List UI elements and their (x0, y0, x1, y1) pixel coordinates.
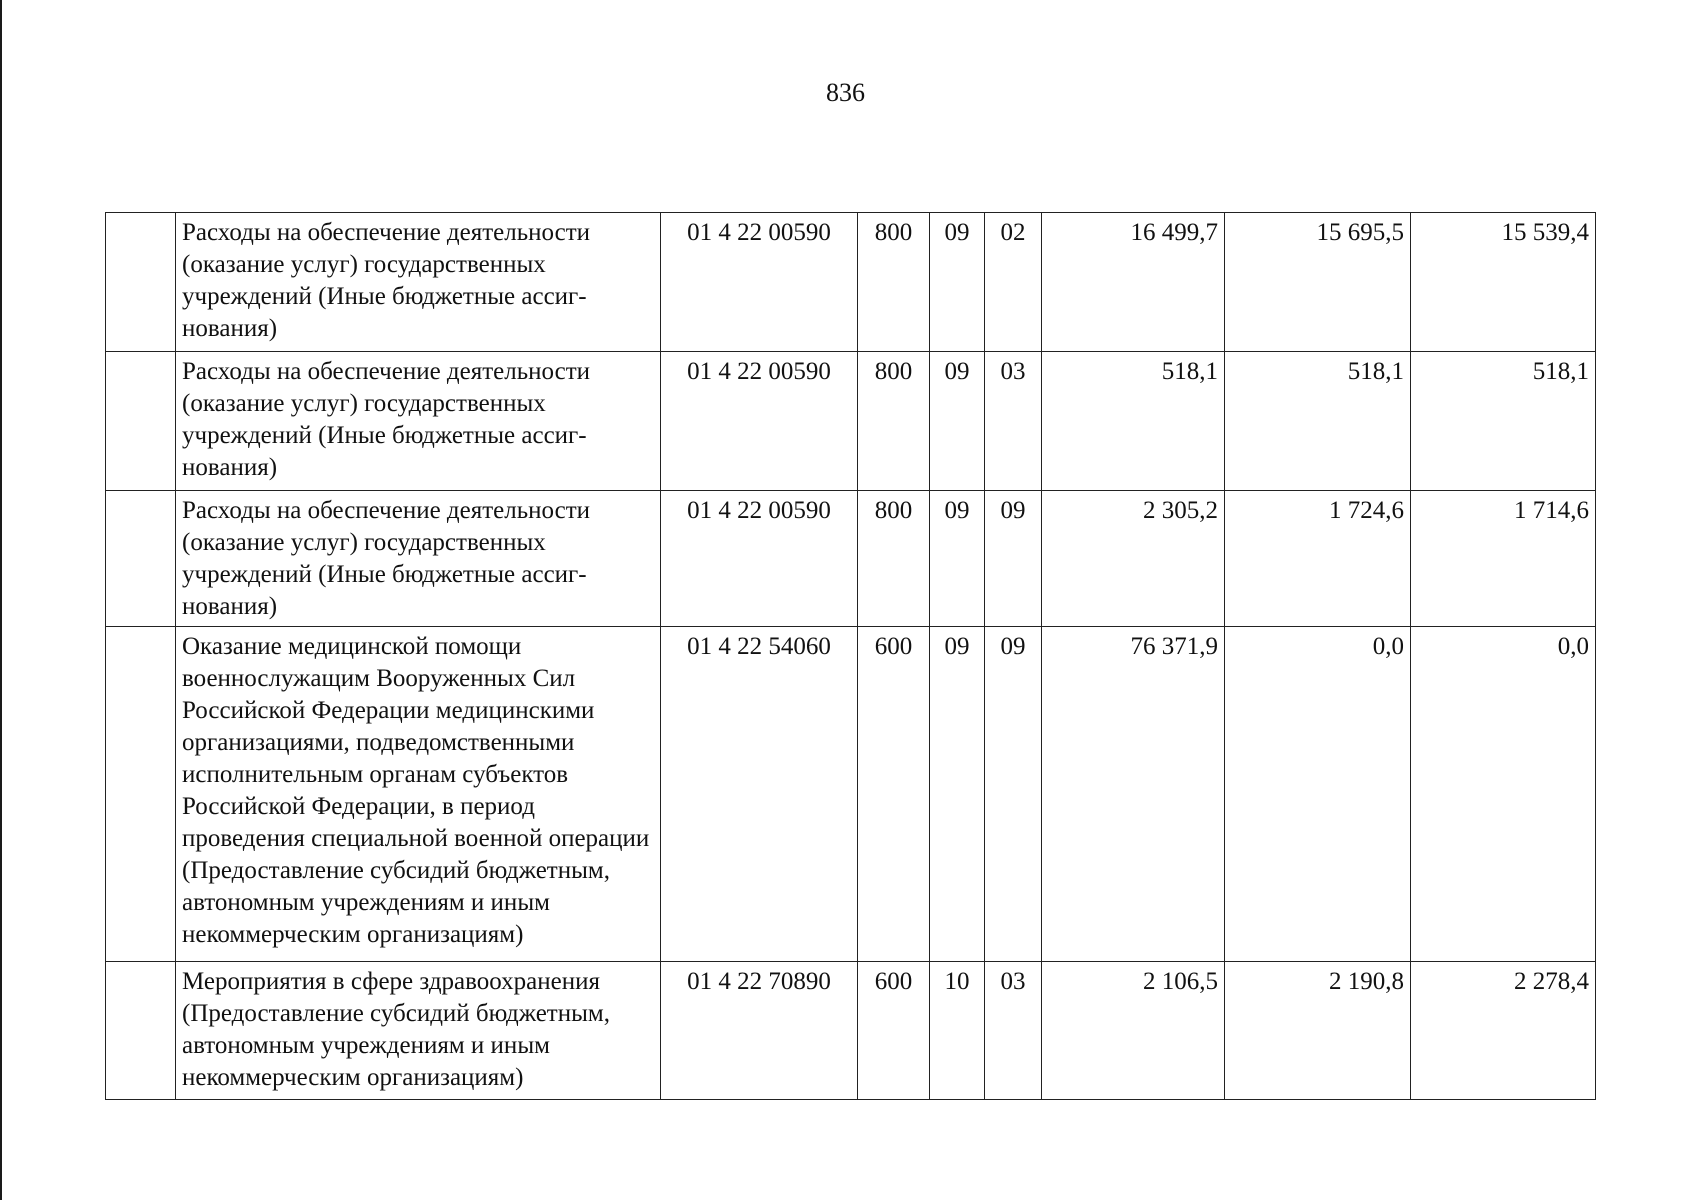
expense-name-cell: Оказание медицинской помощи военнослужащим Вооруженных Сил Российской Федерации медицинскими организациями, подведомственными исполнительным органам субъектов Российской Федерации, в период проведения специальной военной операции (Предоставление субсидий бюджетным, автономным учреждениям и иным некоммерческим организациям) (176, 627, 661, 962)
row-index-cell (106, 352, 176, 491)
amount-year-2-cell: 2 190,8 (1225, 962, 1411, 1100)
section-cell: 09 (930, 627, 985, 962)
target-code-cell: 01 4 22 00590 (661, 352, 858, 491)
target-code-cell: 01 4 22 00590 (661, 213, 858, 352)
expense-name-cell: Расходы на обеспечение деятельности (оказание услуг) государственных учреждений (Иные бюджетные ассиг-нования) (176, 213, 661, 352)
amount-year-3-cell: 518,1 (1411, 352, 1596, 491)
row-index-cell (106, 627, 176, 962)
section-cell: 09 (930, 213, 985, 352)
subsection-cell: 03 (985, 352, 1042, 491)
amount-year-2-cell: 518,1 (1225, 352, 1411, 491)
expense-type-cell: 600 (858, 627, 930, 962)
target-code-cell: 01 4 22 00590 (661, 491, 858, 627)
amount-year-2-cell: 1 724,6 (1225, 491, 1411, 627)
expense-type-cell: 800 (858, 213, 930, 352)
target-code-cell: 01 4 22 70890 (661, 962, 858, 1100)
table-row (106, 627, 1596, 962)
amount-year-1-cell: 518,1 (1042, 352, 1225, 491)
row-index-cell (106, 962, 176, 1100)
section-cell: 10 (930, 962, 985, 1100)
expense-type-cell: 800 (858, 352, 930, 491)
expense-name-cell: Расходы на обеспечение деятельности (оказание услуг) государственных учреждений (Иные бюджетные ассиг-нования) (176, 352, 661, 491)
section-cell: 09 (930, 352, 985, 491)
budget-table (105, 212, 1596, 1100)
amount-year-1-cell: 2 106,5 (1042, 962, 1225, 1100)
scan-edge-line (0, 0, 2, 1200)
amount-year-3-cell: 1 714,6 (1411, 491, 1596, 627)
row-index-cell (106, 213, 176, 352)
amount-year-3-cell: 15 539,4 (1411, 213, 1596, 352)
expense-name-cell: Расходы на обеспечение деятельности (оказание услуг) государственных учреждений (Иные бюджетные ассиг-нования) (176, 491, 661, 627)
amount-year-3-cell: 0,0 (1411, 627, 1596, 962)
target-code-cell: 01 4 22 54060 (661, 627, 858, 962)
amount-year-2-cell: 0,0 (1225, 627, 1411, 962)
row-index-cell (106, 491, 176, 627)
amount-year-2-cell: 15 695,5 (1225, 213, 1411, 352)
amount-year-1-cell: 76 371,9 (1042, 627, 1225, 962)
subsection-cell: 03 (985, 962, 1042, 1100)
subsection-cell: 09 (985, 627, 1042, 962)
table-row (106, 352, 1596, 491)
subsection-cell: 09 (985, 491, 1042, 627)
expense-type-cell: 600 (858, 962, 930, 1100)
amount-year-3-cell: 2 278,4 (1411, 962, 1596, 1100)
amount-year-1-cell: 16 499,7 (1042, 213, 1225, 352)
expense-type-cell: 800 (858, 491, 930, 627)
amount-year-1-cell: 2 305,2 (1042, 491, 1225, 627)
expense-name-cell: Мероприятия в сфере здравоохранения (Предоставление субсидий бюджетным, автономным учреждениям и иным некоммерческим организациям) (176, 962, 661, 1100)
table-row (106, 962, 1596, 1100)
table-row (106, 213, 1596, 352)
table-row (106, 491, 1596, 627)
page-number: 836 (826, 78, 865, 107)
section-cell: 09 (930, 491, 985, 627)
subsection-cell: 02 (985, 213, 1042, 352)
